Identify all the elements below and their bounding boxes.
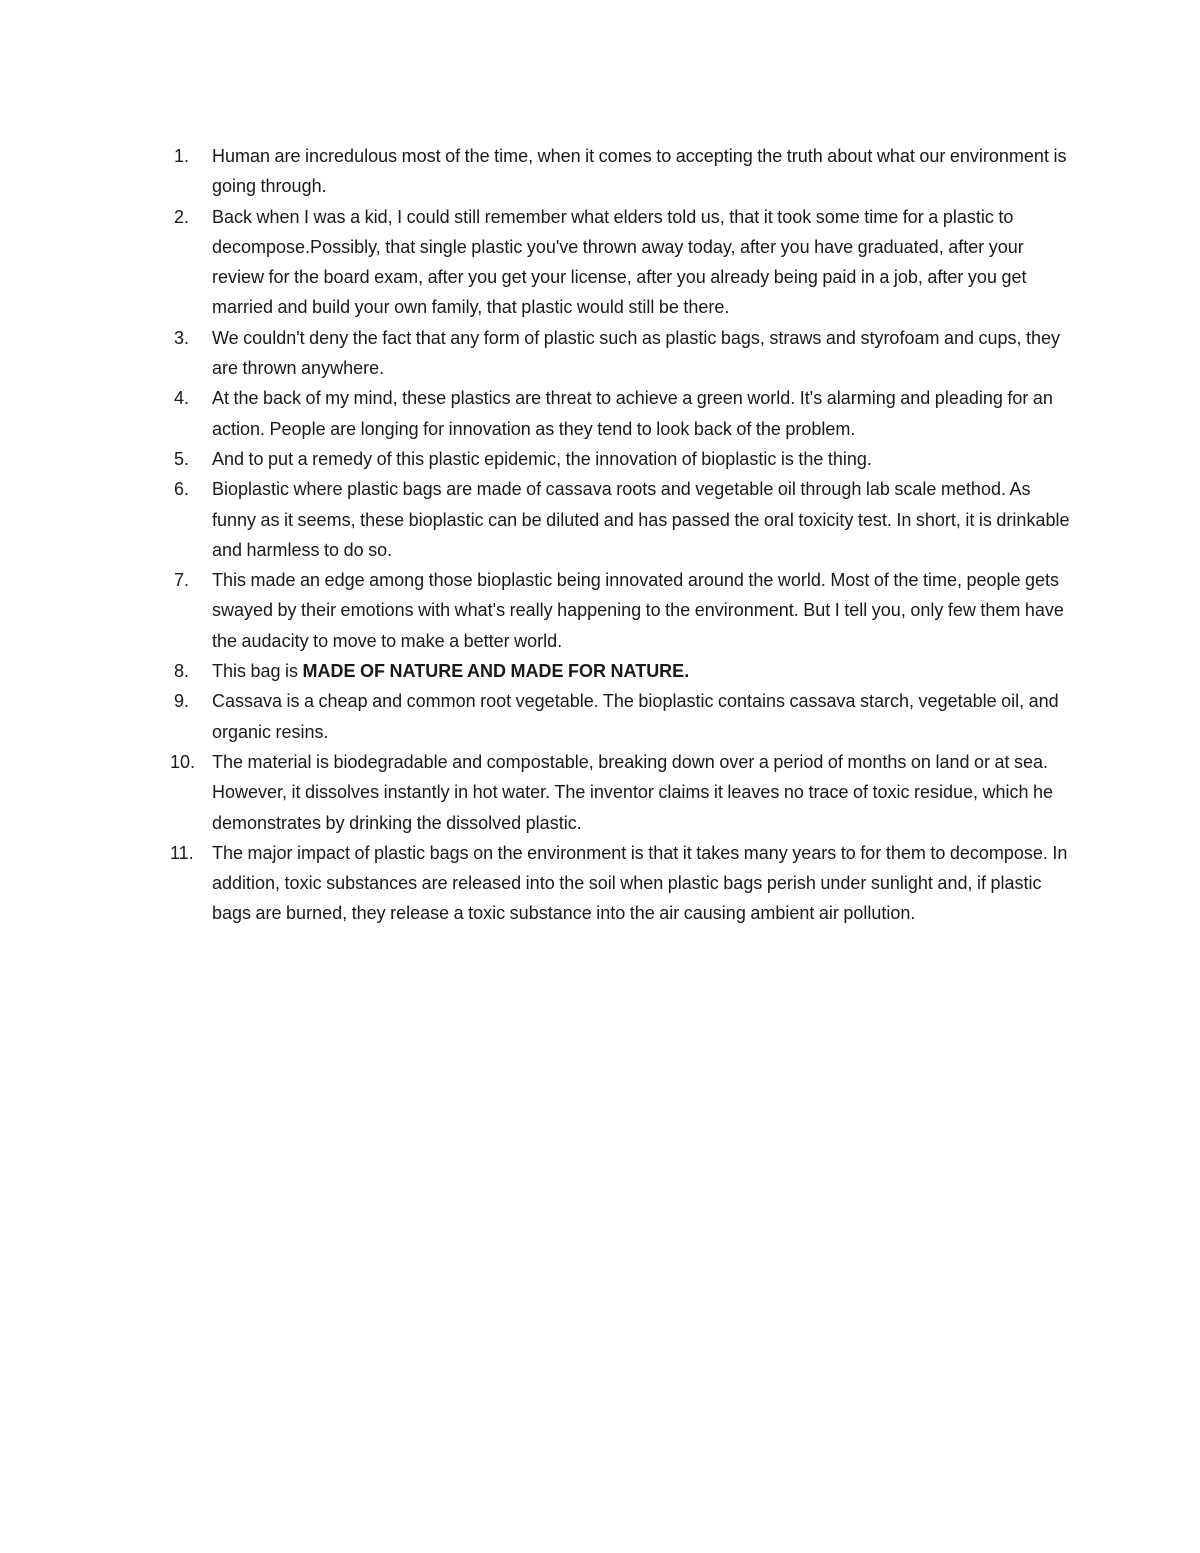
list-item-text: Cassava is a cheap and common root vegetable. The bioplastic contains cassava starch, vegetable oil, and organic resins. — [212, 691, 1059, 742]
list-item-text: And to put a remedy of this plastic epidemic, the innovation of bioplastic is the thing. — [212, 448, 872, 469]
list-item-number: 9. — [174, 691, 190, 712]
list-item-text: At the back of my mind, these plastics are threat to achieve a green world. It's alarming and pleading for an action. People are longing for innovation as they tend to look back of the problem. — [212, 388, 1053, 439]
list-item-text: We couldn't deny the fact that any form of plastic such as plastic bags, straws and styrofoam and cups, they are thrown anywhere. — [212, 327, 1061, 379]
list-item — [170, 202, 1070, 323]
list-item-number: 1. — [174, 146, 190, 166]
list-item-emphasis: MADE OF NATURE AND MADE FOR NATURE. — [302, 661, 690, 682]
list-item — [170, 656, 1070, 686]
list-item-number: 5. — [174, 448, 190, 469]
list-item-number: 2. — [174, 206, 190, 227]
list-item — [170, 838, 1070, 929]
list-item — [170, 565, 1070, 656]
numbered-list — [170, 141, 1070, 929]
list-item-number: 3. — [174, 327, 190, 348]
list-item — [170, 444, 1070, 474]
list-item-text: Back when I was a kid, I could still remember what elders told us, that it took some time for a plastic to decompose.Possibly, that single plastic you've thrown away today, after you have graduated, after your review for the board exam, after you get your license, after you already being paid in a job, after you get married and build your own family, that plastic would still be there. — [212, 206, 1027, 318]
list-item-number: 8. — [174, 661, 190, 682]
list-item-text: Human are incredulous most of the time, when it comes to accepting the truth about what our environment is going through. — [212, 146, 1067, 197]
list-item-text — [212, 656, 1070, 686]
list-item-number: 11. — [170, 842, 194, 863]
list-item-text: The major impact of plastic bags on the environment is that it takes many years to for them to decompose. In addition, toxic substances are released into the soil when plastic bags perish under sunlight and, if plastic bags are burned, they release a toxic substance into the air causing ambient air pollution. — [212, 842, 1068, 924]
list-item — [170, 747, 1070, 838]
list-item-number: 7. — [174, 570, 190, 591]
list-item-text: Bioplastic where plastic bags are made of cassava roots and vegetable oil through lab scale method. As funny as it seems, these bioplastic can be diluted and has passed the oral toxicity test. In short, it is drinkable and harmless to do so. — [212, 479, 1070, 560]
list-item — [170, 686, 1070, 747]
list-item-number: 4. — [174, 388, 190, 409]
list-item — [170, 323, 1070, 384]
list-item-number: 10. — [170, 751, 196, 772]
list-item-number: 6. — [174, 479, 190, 500]
list-item — [170, 383, 1070, 444]
list-item — [170, 141, 1070, 202]
list-item-text: The material is biodegradable and compostable, breaking down over a period of months on land or at sea. However, it dissolves instantly in hot water. The inventor claims it leaves no trace of toxic residue, which he demonstrates by drinking the dissolved plastic. — [212, 751, 1054, 833]
list-item — [170, 474, 1070, 565]
list-item-text: This made an edge among those bioplastic being innovated around the world. Most of the time, people gets swayed by their emotions with what's really happening to the environment. But I tell you, only few them have the audacity to move to make a better world. — [212, 570, 1064, 651]
list-item-text-prefix: This bag is — [212, 661, 303, 682]
